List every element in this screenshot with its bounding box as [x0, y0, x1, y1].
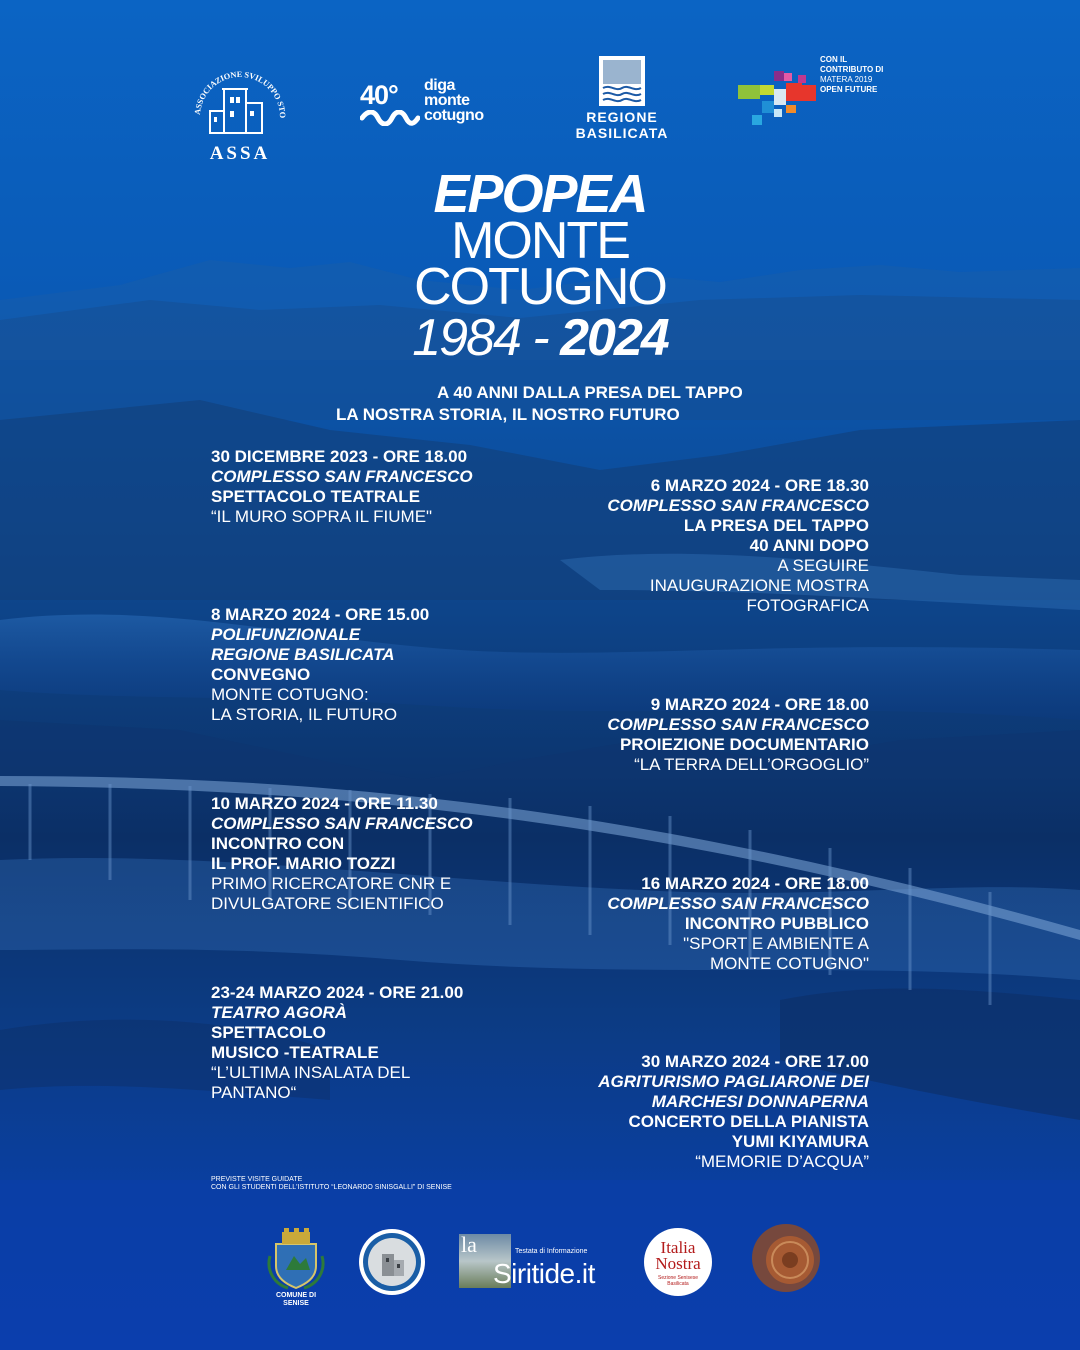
- pro-loco-icon: [358, 1228, 426, 1296]
- event-desc: DIVULGATORE SCIENTIFICO: [211, 894, 444, 913]
- event-1: [211, 447, 531, 527]
- event-5: [211, 794, 531, 914]
- siritide-logo: [459, 1232, 609, 1292]
- year-start: 1984 -: [412, 309, 561, 367]
- event-desc: MONTE COTUGNO:: [211, 685, 369, 704]
- siritide-testata: Testata di Informazione: [515, 1248, 588, 1255]
- event-venue: COMPLESSO SAN FRANCESCO: [211, 467, 473, 486]
- event-8: [529, 1052, 869, 1172]
- event-kind: CONVEGNO: [211, 665, 311, 684]
- year-end: 2024: [560, 309, 668, 367]
- matera-line-3: MATERA 2019: [820, 75, 873, 84]
- event-date: 30 MARZO 2024 - ORE 17.00: [641, 1052, 869, 1071]
- event-desc: “LA TERRA DELL’ORGOGLIO”: [634, 755, 869, 774]
- event-kind: IL PROF. MARIO TOZZI: [211, 854, 396, 873]
- title-cotugno: COTUGNO: [414, 258, 666, 316]
- diga-word-1: diga: [424, 77, 455, 94]
- italia-nostra-line-1: Italia: [660, 1238, 696, 1257]
- assa-ring-text: ASSOCIAZIONE SVILUPPO STO: [192, 69, 288, 119]
- title-epopea: EPOPEA: [433, 164, 647, 224]
- event-desc: A SEGUIRE: [777, 556, 869, 575]
- event-venue: COMPLESSO SAN FRANCESCO: [211, 814, 473, 833]
- event-desc: “L’ULTIMA INSALATA DEL: [211, 1063, 411, 1082]
- event-kind: MUSICO -TEATRALE: [211, 1043, 379, 1062]
- siritide-name: Siritide.it: [493, 1258, 595, 1289]
- event-venue: AGRITURISMO PAGLIARONE DEI: [598, 1072, 869, 1091]
- event-desc: "SPORT E AMBIENTE A: [683, 934, 869, 953]
- event-kind: SPETTACOLO TEATRALE: [211, 487, 421, 506]
- regione-line-2: BASILICATA: [575, 125, 669, 141]
- assa-logo: [186, 55, 294, 163]
- event-venue: REGIONE BASILICATA: [211, 645, 395, 664]
- event-date: 6 MARZO 2024 - ORE 18.30: [650, 476, 869, 495]
- footnote-line-2: CON GLI STUDENTI DELL'ISTITUTO “LEONARDO SINISGALLI” DI SENISE: [211, 1184, 452, 1191]
- title-years: [0, 310, 1080, 366]
- regione-line-1: REGIONE: [586, 109, 658, 125]
- event-date: 8 MARZO 2024 - ORE 15.00: [211, 605, 430, 624]
- event-date: 23-24 MARZO 2024 - ORE 21.00: [211, 983, 464, 1002]
- event-desc: INAUGURAZIONE MOSTRA: [649, 576, 869, 595]
- event-kind: YUMI KIYAMURA: [731, 1132, 869, 1151]
- seal-icon: [750, 1222, 822, 1294]
- wave-icon: [360, 110, 420, 126]
- title-monte: MONTE: [451, 212, 629, 270]
- event-3: [211, 605, 531, 725]
- event-desc: PRIMO RICERCATORE CNR E: [211, 874, 452, 893]
- diga-logo: [360, 78, 510, 130]
- italia-nostra-line-2: Nostra: [655, 1254, 701, 1273]
- matera-line-1: CON IL: [820, 55, 848, 64]
- regione-basilicata-logo: [566, 55, 678, 145]
- diga-word-3: cotugno: [424, 107, 484, 124]
- italia-nostra-sub-1: Sezione Senisese: [657, 1275, 699, 1281]
- italia-nostra-sub-2: Basilicata: [667, 1281, 689, 1287]
- comune-line-1: COMUNE DI: [275, 1292, 317, 1299]
- diga-word-2: monte: [424, 92, 470, 109]
- event-desc: MONTE COTUGNO": [709, 954, 869, 973]
- event-venue: COMPLESSO SAN FRANCESCO: [607, 496, 869, 515]
- wax-seal-logo: [750, 1222, 822, 1294]
- main-title: [0, 164, 1080, 367]
- event-kind: SPETTACOLO: [211, 1023, 326, 1042]
- event-kind: PROIEZIONE DOCUMENTARIO: [619, 735, 869, 754]
- subtitle-line-1: A 40 ANNI DALLA PRESA DEL TAPPO: [437, 383, 743, 402]
- pro-loco-badge: [358, 1228, 426, 1296]
- event-2: [529, 476, 869, 616]
- event-venue: POLIFUNZIONALE: [211, 625, 361, 644]
- event-kind: LA PRESA DEL TAPPO: [683, 516, 869, 535]
- event-kind: INCONTRO CON: [211, 834, 345, 853]
- comune-senise-logo: [266, 1226, 326, 1308]
- assa-name: ASSA: [209, 143, 271, 163]
- footnote: [211, 1176, 452, 1192]
- matera-line-4: OPEN FUTURE: [820, 85, 878, 94]
- matera-2019-logo: [738, 55, 898, 131]
- event-venue: MARCHESI DONNAPERNA: [651, 1092, 869, 1111]
- footnote-line-1: PREVISTE VISITE GUIDATE: [211, 1176, 303, 1183]
- diga-number: 40°: [360, 80, 398, 110]
- event-date: 10 MARZO 2024 - ORE 11.30: [211, 794, 438, 813]
- event-date: 9 MARZO 2024 - ORE 18.00: [650, 695, 869, 714]
- event-kind: INCONTRO PUBBLICO: [684, 914, 869, 933]
- event-kind: 40 ANNI DOPO: [749, 536, 869, 555]
- event-kind: CONCERTO DELLA PIANISTA: [628, 1112, 869, 1131]
- event-venue: COMPLESSO SAN FRANCESCO: [607, 715, 869, 734]
- event-desc: “IL MURO SOPRA IL FIUME": [211, 507, 433, 526]
- event-7: [211, 983, 531, 1103]
- matera-line-2: CONTRIBUTO DI: [820, 65, 884, 74]
- svg-text:ASSOCIAZIONE SVILUPPO STORICO: [186, 55, 287, 118]
- event-desc: FOTOGRAFICA: [746, 596, 869, 615]
- event-desc: PANTANO“: [211, 1083, 297, 1102]
- event-4: [529, 695, 869, 775]
- event-desc: “MEMORIE D’ACQUA”: [695, 1152, 869, 1171]
- subtitle-line-2: LA NOSTRA STORIA, IL NOSTRO FUTURO: [336, 405, 680, 424]
- event-6: [529, 874, 869, 974]
- siritide-prefix: la: [461, 1232, 477, 1257]
- event-venue: COMPLESSO SAN FRANCESCO: [607, 894, 869, 913]
- comune-line-2: SENISE: [283, 1300, 309, 1307]
- event-date: 30 DICEMBRE 2023 - ORE 18.00: [211, 447, 468, 466]
- event-desc: LA STORIA, IL FUTURO: [211, 705, 398, 724]
- matera-pixel-icon: [738, 71, 822, 129]
- event-date: 16 MARZO 2024 - ORE 18.00: [641, 874, 869, 893]
- event-venue: TEATRO AGORÀ: [211, 1003, 347, 1022]
- coat-of-arms-icon: [266, 1226, 326, 1290]
- italia-nostra-logo: [644, 1228, 712, 1296]
- regione-shield-icon: [598, 55, 646, 107]
